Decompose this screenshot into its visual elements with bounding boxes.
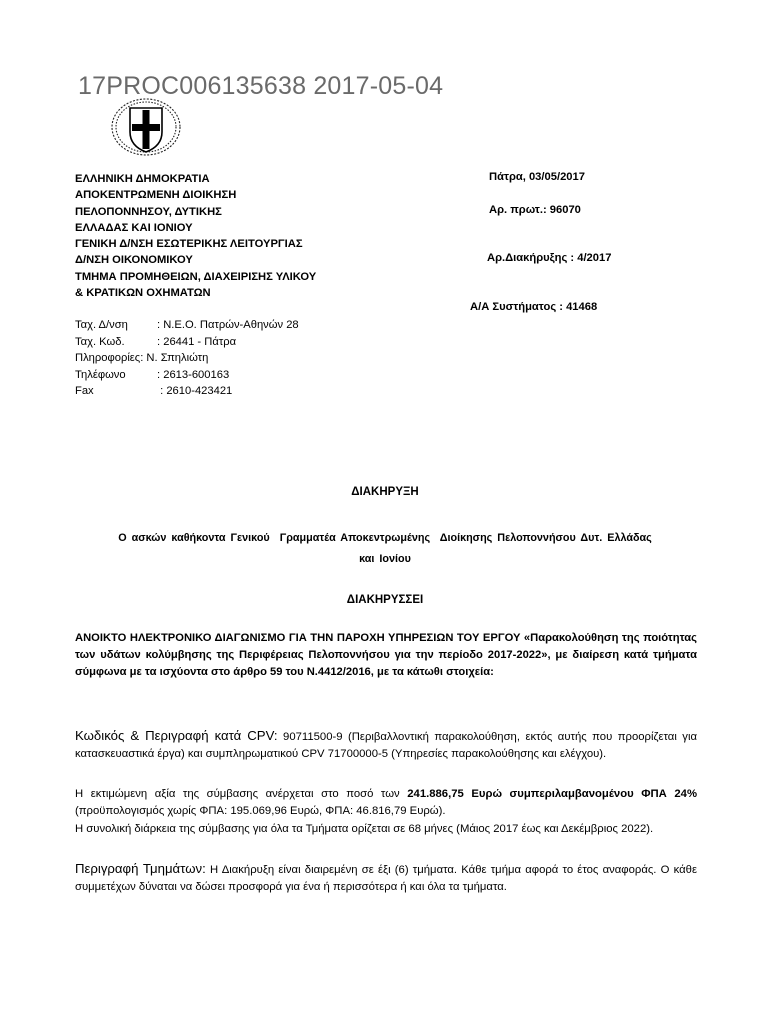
lots-paragraph xyxy=(75,860,697,896)
authority-line: Δ/ΝΣΗ ΟΙΚΟΝΟΜΙΚΟΥ xyxy=(75,254,193,267)
authority-line: ΕΛΛΑΔΑΣ ΚΑΙ ΙΟΝΙΟΥ xyxy=(75,221,193,234)
contact-row xyxy=(75,334,299,351)
notice-number: Αρ.Διακήρυξης : 4/2017 xyxy=(487,252,612,264)
document-title: ΔΙΑΚΗΡΥΞΗ xyxy=(351,486,419,498)
issuing-authority xyxy=(75,171,316,301)
contact-row xyxy=(75,383,299,400)
authority-line: ΓΕΝΙΚΗ Δ/ΝΣΗ ΕΣΩΤΕΡΙΚΗΣ ΛΕΙΤΟΥΡΓΙΑΣ xyxy=(75,238,303,251)
authority-line: ΑΠΟΚΕΝΤΡΩΜΕΝΗ ΔΙΟΙΚΗΣΗ xyxy=(75,189,237,202)
contact-label: Τηλέφωνο xyxy=(75,368,126,381)
contact-label: Πληροφορίες xyxy=(75,352,141,365)
contact-details xyxy=(75,317,299,400)
protocol-number: Αρ. πρωτ.: 96070 xyxy=(489,204,581,216)
declares-heading: ΔΙΑΚΗΡΥΣΣΕΙ xyxy=(346,594,424,606)
authority-line: & ΚΡΑΤΙΚΩΝ ΟΧΗΜΑΤΩΝ xyxy=(75,287,211,300)
value-amount: 241.886,75 Ευρώ συμπεριλαμβανομένου ΦΠΑ 24% xyxy=(407,788,697,800)
contact-row xyxy=(75,317,299,334)
contact-label: Ταχ. Κωδ. xyxy=(75,335,125,348)
contact-value: : 26441 - Πάτρα xyxy=(157,335,237,348)
contact-label: Ταχ. Δ/νση xyxy=(75,319,128,331)
lots-heading: Περιγραφή Τμημάτων: xyxy=(75,861,206,876)
cpv-text: 90711500-9 (Περιβαλλοντική παρακολούθηση, εκτός αυτής που προορίζεται για κατασκευαστικά έργα) και συμπληρωματικού CPV 71700000-5 (Υπηρεσίες παρακολούθησης και ελέγχου). xyxy=(75,731,697,761)
contact-row xyxy=(75,350,299,367)
tender-description: ΑΝΟΙΚΤΟ ΗΛΕΚΤΡΟΝΙΚΟ ΔΙΑΓΩΝΙΣΜΟ ΓΙΑ ΤΗΝ ΠΑΡΟΧΗ ΥΠΗΡΕΣΙΩΝ ΤΟΥ ΕΡΓΟΥ «Παρακολούθηση της ποιότητας των υδάτων κολύμβησης της Περιφέρειας Πελοποννήσου για την περίοδο 2017-2022», με διαίρεση κατά τμήματα σύμφωνα με τα ισχύοντα στο άρθρο 59 του Ν.4412/2016, με τα κάτωθι στοιχεία: xyxy=(75,632,697,679)
contact-value: : 2610-423421 xyxy=(157,385,233,398)
lots-text: Η Διακήρυξη είναι διαιρεμένη σε έξι (6) τμήματα. Κάθε τμήμα αφορά το έτος αναφοράς. Ο κάθε συμμετέχων δύναται να δώσει προσφορά για ένα ή περισσότερα ή και όλα τα τμήματα. xyxy=(75,864,697,894)
contact-value: : 2613-600163 xyxy=(157,368,230,381)
authority-line: ΕΛΛΗΝΙΚΗ ΔΗΜΟΚΡΑΤΙΑ xyxy=(75,173,210,185)
authority-line: ΠΕΛΟΠΟΝΝΗΣΟΥ, ΔΥΤΙΚΗΣ xyxy=(75,205,222,218)
document-date: Πάτρα, 03/05/2017 xyxy=(489,171,585,183)
contact-row xyxy=(75,367,299,384)
cpv-paragraph xyxy=(75,727,697,763)
contact-value: : Ν. Σπηλιώτη xyxy=(140,352,209,365)
value-post: (προϋπολογισμός χωρίς ΦΠΑ: 195.069,96 Ευρώ, ΦΠΑ: 46.816,79 Ευρώ). xyxy=(75,805,446,818)
contact-label: Fax xyxy=(75,385,94,398)
subtitle-line-2: και Ιονίου xyxy=(359,553,411,565)
system-number: Α/Α Συστήματος : 41468 xyxy=(470,301,598,313)
cpv-heading: Κωδικός & Περιγραφή κατά CPV: xyxy=(75,728,278,743)
duration-paragraph: Η συνολική διάρκεια της σύμβασης για όλα τα Τμήματα ορίζεται σε 68 μήνες (Μάιος 2017 έως και Δεκέμβριος 2022). xyxy=(75,823,654,835)
subtitle-line-1: Ο ασκών καθήκοντα Γενικού Γραμματέα Αποκεντρωμένης Διοίκησης Πελοποννήσου Δυτ. Ελλάδας xyxy=(118,532,652,544)
value-pre: Η εκτιμώμενη αξία της σύμβασης ανέρχεται στο ποσό των xyxy=(75,788,408,800)
authority-line: ΤΜΗΜΑ ΠΡΟΜΗΘΕΙΩΝ, ΔΙΑΧΕΙΡΙΣΗΣ ΥΛΙΚΟΥ xyxy=(75,270,317,283)
contact-value: : Ν.Ε.Ο. Πατρών-Αθηνών 28 xyxy=(157,319,299,331)
document-watermark: 17PROC006135638 2017-05-04 xyxy=(78,72,444,100)
greek-coat-of-arms-icon xyxy=(107,94,185,158)
contract-value-paragraph xyxy=(75,786,697,820)
